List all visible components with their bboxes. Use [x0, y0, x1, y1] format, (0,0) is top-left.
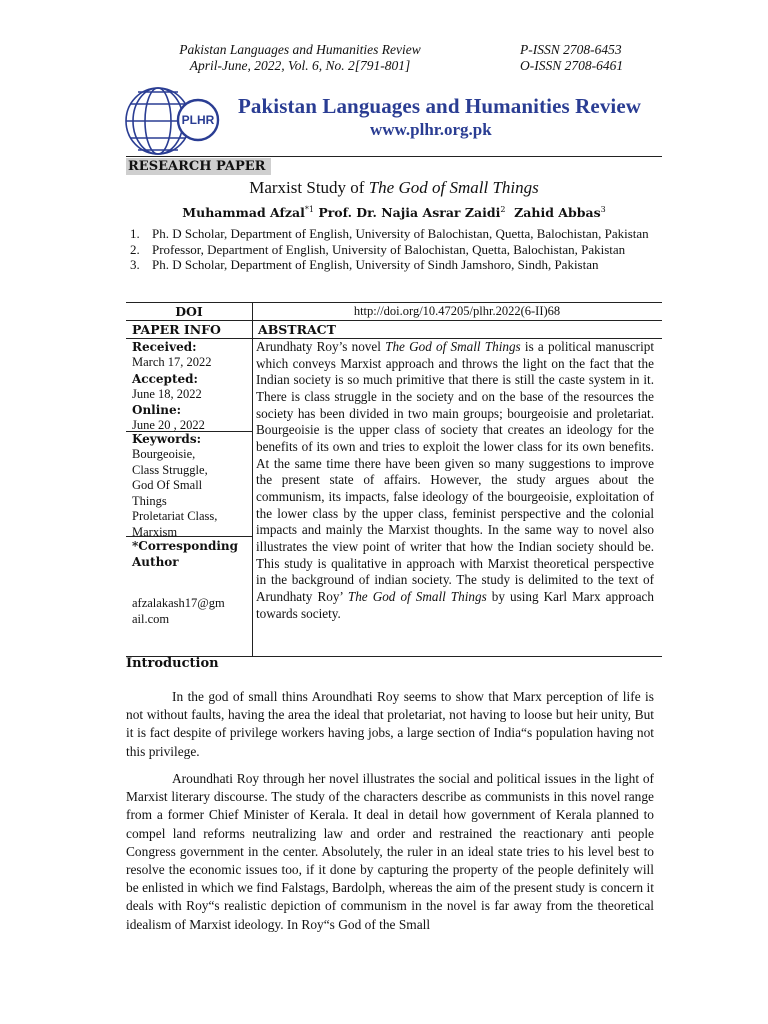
online-label: Online: — [132, 403, 182, 417]
author-1: Muhammad Afzal — [182, 205, 305, 221]
author-list — [126, 205, 662, 220]
affiliation-item — [130, 242, 656, 258]
corresponding-label: *Corresponding — [132, 539, 239, 553]
table-top-rule — [126, 302, 662, 303]
affiliation-number: 3. — [130, 257, 140, 273]
abstract-label: ABSTRACT — [258, 322, 336, 337]
keywords-section — [132, 431, 250, 540]
author-label: Author — [132, 555, 179, 569]
keyword-item: Bourgeoisie, — [132, 447, 196, 461]
keyword-item: God Of Small — [132, 478, 203, 492]
keyword-item: Proletariat Class, — [132, 509, 218, 523]
running-header-right — [520, 42, 660, 74]
author-3-sup: 3 — [600, 205, 606, 214]
corresponding-email-part-1[interactable]: afzalakash17@gm — [132, 596, 225, 610]
paper-title — [126, 178, 662, 198]
corresponding-email-part-2[interactable]: ail.com — [132, 611, 170, 626]
journal-url[interactable]: www.plhr.org.pk — [370, 120, 492, 139]
author-2-sup: 2 — [500, 205, 506, 214]
paper-title-italic: The God of Small Things — [368, 178, 539, 197]
author-1-sup: *1 — [304, 205, 314, 214]
affiliation-text: Ph. D Scholar, Department of English, University of Sindh Jamshoro, Sindh, Pakistan — [152, 257, 599, 273]
author-2: Prof. Dr. Najia Asrar Zaidi — [318, 205, 501, 221]
abstract-novel-title: The God of Small Things — [347, 588, 487, 604]
keyword-item: Class Struggle, — [132, 462, 208, 477]
body-paragraph-2: Aroundhati Roy through her novel illustrates the social and political issues in the light of Marxist literary discourse. The study of the characters describe as communists in this novel range from a former Chief Minister of Kerala. It deal in detail how government of Kerala planned to compel land reforms neutralizing law and order and restrained the reactionary anti people Congress government in the center. Absolutely, the ruler in an ideal state tries to his level best to resolve the economic issues too, if it done by capturing the property of the people definitely will be enlisted in which we find Falstags, Bardolph, whereas the aim of the present study is concern it deals with Roy“s realistic depiction of communism in the novel is far away from the theoretical idealism of Marxist ideology. In Roy“s God of the Small — [126, 771, 654, 932]
journal-name-italic: Pakistan Languages and Humanities Review — [179, 42, 421, 57]
paper-title-prefix: Marxist Study of — [249, 178, 369, 197]
affiliation-number: 1. — [130, 226, 140, 241]
accepted-date: June 18, 2022 — [132, 386, 202, 401]
received-label: Received: — [132, 340, 197, 354]
affiliation-text: Professor, Department of English, University of Balochistan, Quetta, Balochistan, Pakistan — [152, 241, 626, 257]
keyword-item: Marxism — [132, 524, 178, 539]
abstract-novel-title: The God of Small Things — [385, 339, 521, 354]
affiliation-number: 2. — [130, 241, 140, 257]
masthead-divider — [126, 156, 662, 157]
table-column-divider — [252, 302, 253, 656]
oissn: O-ISSN 2708-6461 — [520, 58, 624, 73]
keyword-item: Things — [132, 493, 167, 508]
journal-title: Pakistan Languages and Humanities Review — [238, 94, 642, 118]
running-header-left — [150, 42, 450, 74]
affiliation-item — [130, 257, 656, 273]
received-date: March 17, 2022 — [132, 355, 212, 369]
online-date: June 20 , 2022 — [132, 418, 205, 432]
affiliation-list — [130, 226, 656, 273]
abstract-part: by using Karl Marx approach towards society. — [256, 588, 655, 621]
doi-link[interactable]: http://doi.org/10.47205/plhr.2022(6-II)68 — [353, 304, 561, 318]
pissn: P-ISSN 2708-6453 — [520, 42, 622, 57]
author-3: Zahid Abbas — [514, 205, 601, 221]
abstract-part: Arundhaty Roy’s novel — [256, 339, 386, 354]
accepted-label: Accepted: — [132, 371, 198, 386]
body-paragraph-1: In the god of small thins Aroundhati Roy seems to show that Marx perception of life is not without faults, having the area the ideal that proletariat, not having to loose but heir unity, But it is fact despite of privilege workers having jobs, a large section of India“s population having not this privilege. — [126, 689, 654, 759]
affiliation-text: Ph. D Scholar, Department of English, University of Balochistan, Quetta, Balochistan, Pakistan — [152, 226, 649, 241]
keywords-label: Keywords: — [132, 432, 202, 446]
introduction-heading: Introduction — [126, 656, 219, 671]
paper-info-label: PAPER INFO — [132, 322, 221, 337]
doi-label: DOI — [175, 304, 203, 319]
logo-text: PLHR — [181, 113, 215, 127]
abstract-part: is a political manuscript which conveys Marxist approach and throws the light on the fact that the Indian society is so much primitive that there is still the caste system in it. There is class struggle in the society and on the base of the resources the society has been divided in two main groups; bourgeoisie and proletariat. Bourgeoisie is the upper class of society that creates an ideology for the benefits of its own and tries to exploit the lower class for its own benefits. At the same time there have been given so many suggestions to improve the present state of affairs. However, the study argues about the communism, its impacts, false ideology of the bourgeoisie, exploitation of the lower class by the upper class, feminist perspective and the colonial impacts and mainly the Marxist thoughts. In the same way to novel also illustrates the view point of writer that how the Indian society should be. This study is qualitative in approach with Marxist theoretical perspective in the background of indian society. The study is delimited to the text of Arundhaty Roy’ — [256, 339, 654, 604]
research-paper-label: RESEARCH PAPER — [126, 158, 271, 175]
doi-row-rule — [126, 320, 662, 321]
paper-info-dates — [132, 339, 250, 434]
affiliation-item — [130, 226, 656, 242]
issue-info: April-June, 2022, Vol. 6, No. 2[791-801] — [189, 58, 411, 73]
abstract-text — [256, 339, 654, 622]
corresponding-author-section — [132, 538, 250, 627]
plhr-globe-logo — [124, 84, 228, 158]
